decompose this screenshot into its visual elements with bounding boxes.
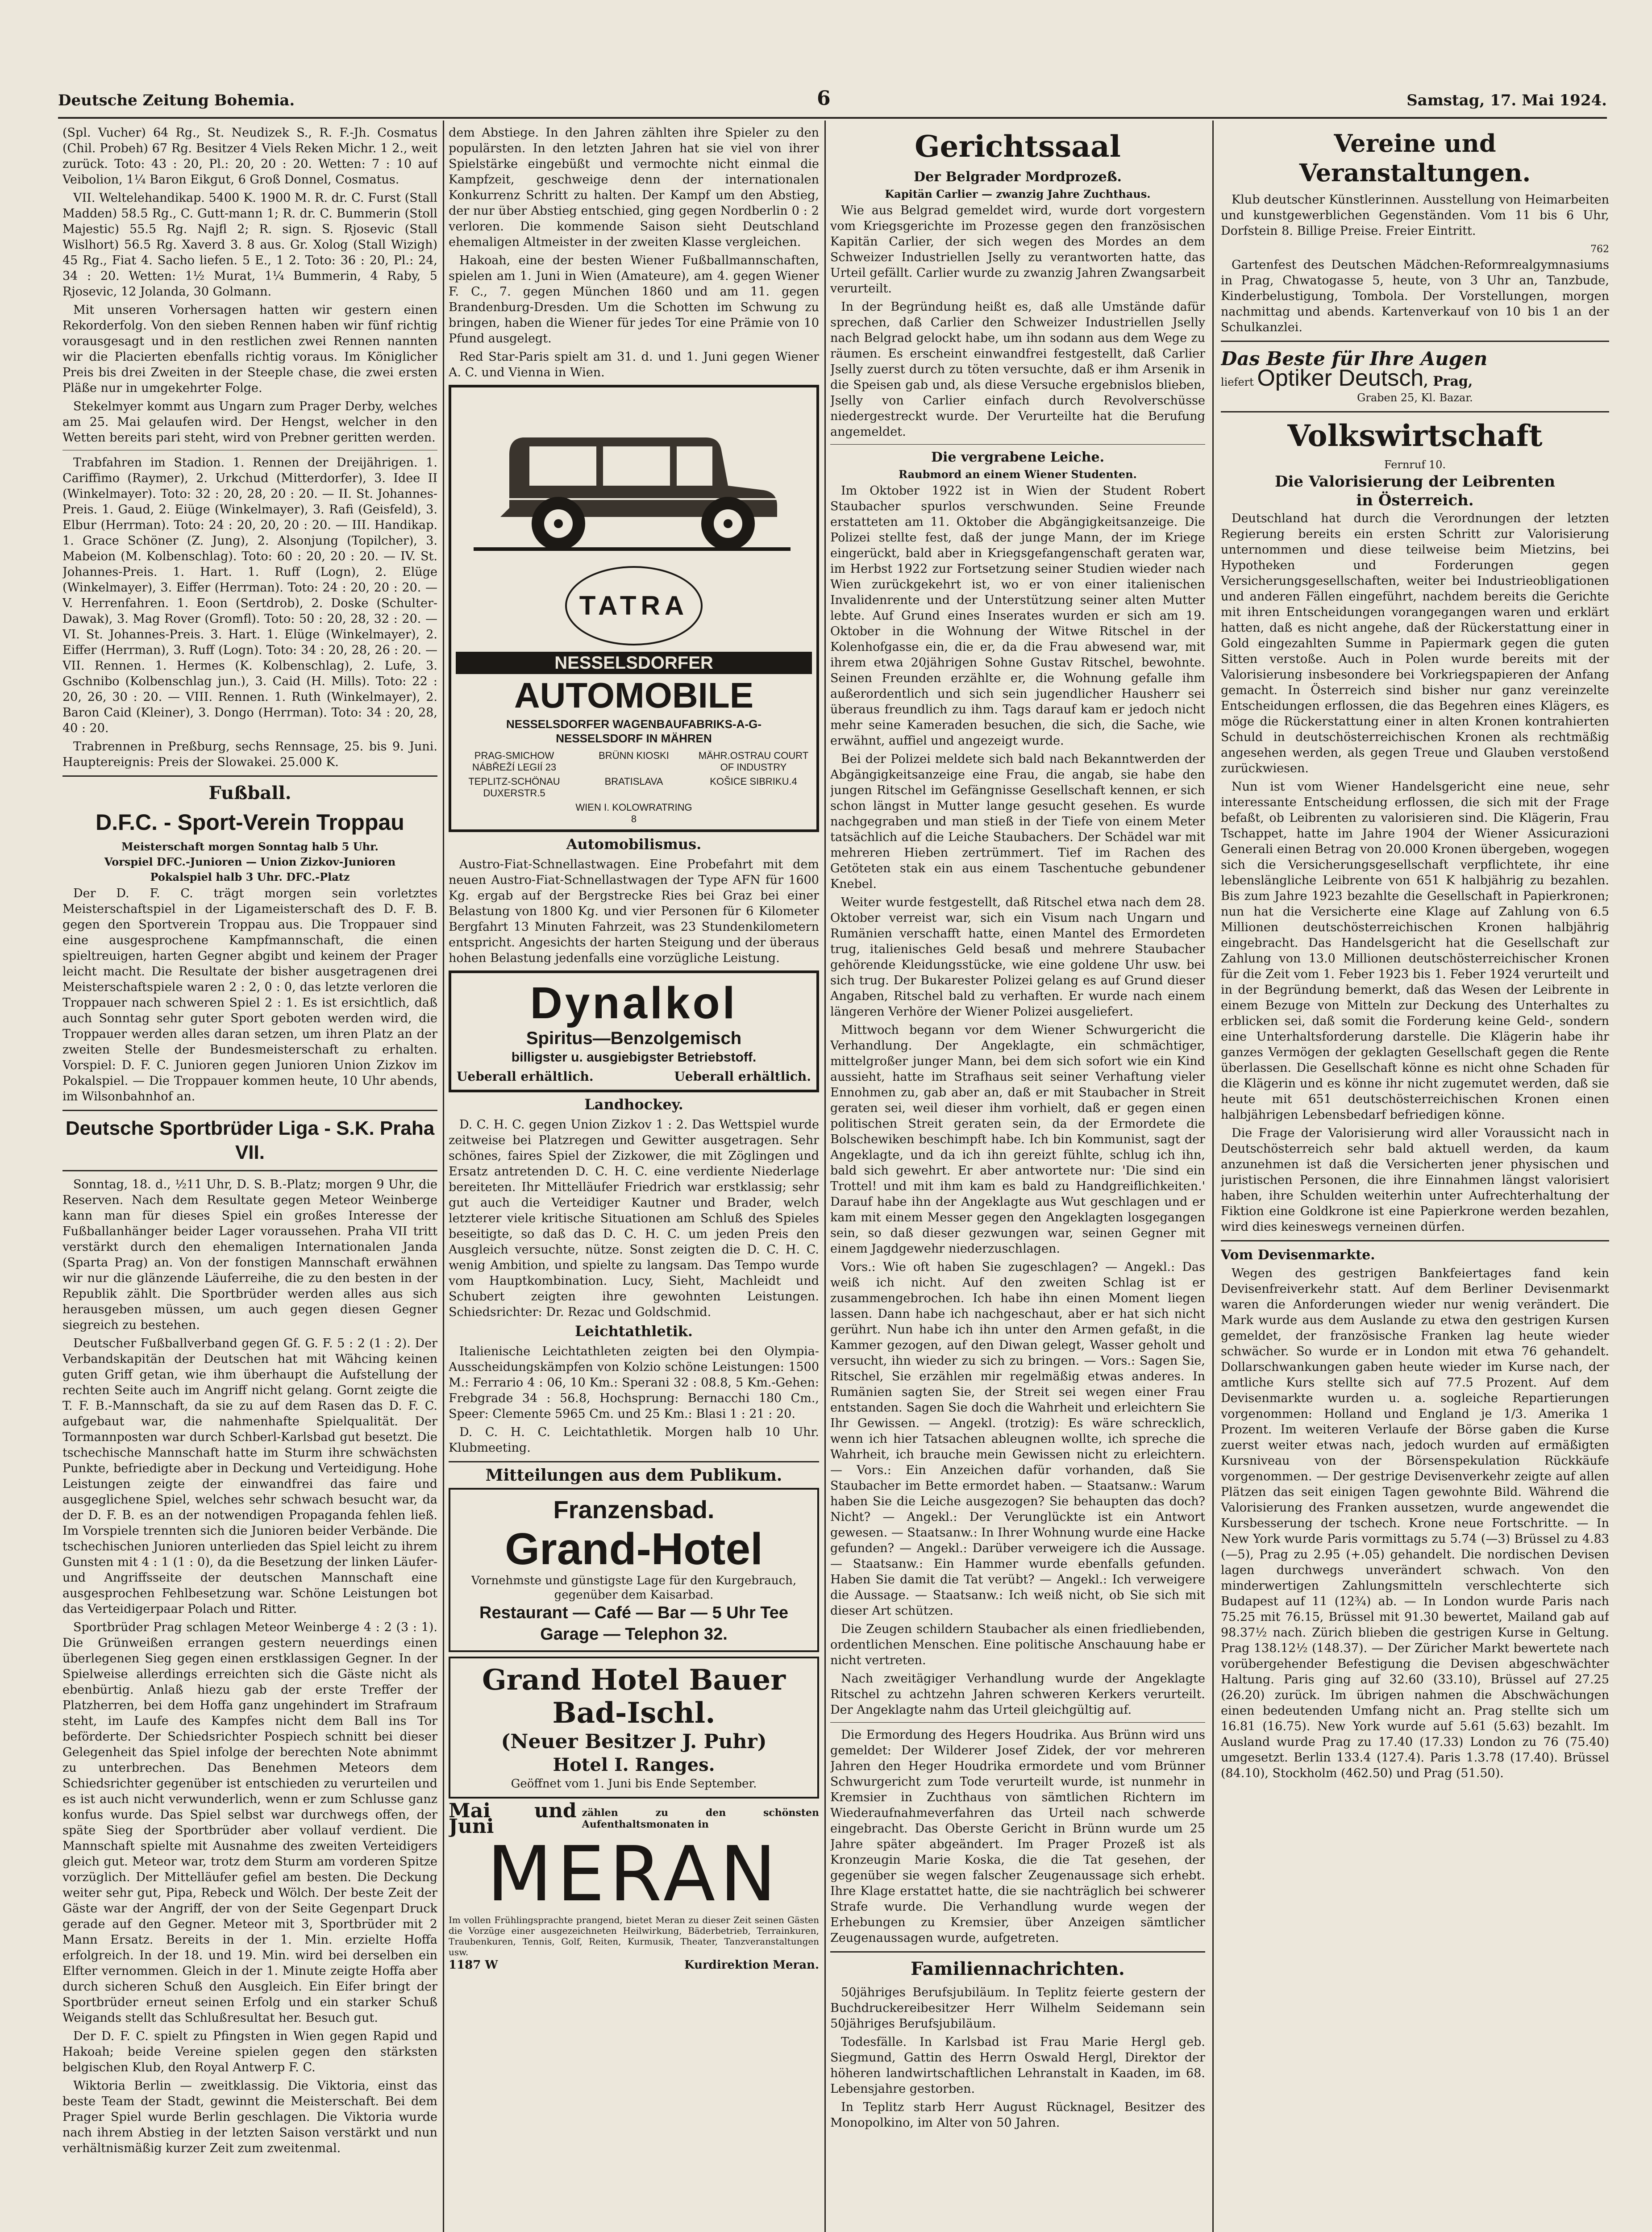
section-title-family: Familiennachrichten.	[911, 1958, 1125, 1979]
tatra-company: NESSELSDORF IN MÄHREN	[556, 732, 712, 745]
tatra-location: BRATISLAVA	[604, 776, 663, 787]
race-results-text: (Spl. Vucher) 64 Rg., St. Neudizek S., R. F.-Jh. Cosmatus (Chil. Probeh) 67 Rg. Besitzer 4 Viels Reken Michr. 1 2., weit zurück. Toto: 43 : 20, Pl.: 20, 20 : 20. Wetten: 7 : 10 auf Veibolion, 1¼ Baron Eikgut, 6 Groß Donnel, Cosmatus.	[62, 126, 437, 187]
hotel-description: Vornehmste und günstigste Lage für den Kurgebrauch, gegenüber dem Kaisarbad.	[471, 1574, 797, 1602]
divider	[830, 1722, 1205, 1723]
bauer-title: Grand Hotel Bauer	[482, 1663, 786, 1697]
dynalkol-availability: Ueberall erhältlich.	[457, 1069, 594, 1084]
article-paragraph: D. C. H. C. gegen Union Zizkov 1 : 2. Das Wettspiel wurde zeitweise bei Platzregen und Gewitter ausgetragen. Sehr schönes, faires Spiel der Zizkower, die mit Zöglingen und Ersatz antretenden D. C. H. C. eine verdiente Niederlage bereiteten. Ihr Mittelläufer Friedrich war erstklassig; sehr gut auch die Verteidiger Kautner und Brader, welch letzterer viele kritische Situationen am Schluß des Spieles beseitigte, so daß das D. C. H. C. um jeden Preis den Ausgleich versuchte, nütze. Sonst zeigten die D. C. H. C. wenig Ambition, und spielte zu langsam. Das Tempo wurde vom Hauptkombination. Lucy, Sieht, Machleidt und Schubert zeigten ihre gewohnten Leistungen. Schiedsrichter: Dr. Rezac und Goldschmid.	[449, 1118, 819, 1319]
ad-subtitle: Pokalspiel halb 3 Uhr. DFC.-Platz	[150, 870, 350, 883]
tatra-locations	[456, 750, 812, 825]
article-paragraph: D. C. H. C. Leichtathletik. Morgen halb 10 Uhr. Klubmeeting.	[449, 1425, 819, 1455]
article-paragraph: Deutschland hat durch die Verordnungen der letzten Regierung bereits ein ersten Schritt zur Valorisierung unternommen und diese teilweise beim Mietzins, bei Hypotheken und Forderungen gegen Versicherungsgesellschaften, weiter bei Industrieobligationen und anderen Fällen eingeführt, nachdem bereits die Gerichte mit ihren Entscheidungen vorangegangen waren und erklärt hatten, daß es nicht angehe, daß der Rückerstattung einer in Gold eingezahlten Summe in Papiermark gegen die guten Sitten verstoße. Auch in Polen wurde bereits mit der Valorisierung insbesondere bei Vorkriegspapieren der Anfang gemacht. In Österreich sind bisher nur ganz vereinzelte Entscheidungen erflossen, die das Begehren eines Klägers, es möge die Rückerstattung einer in alten Kronen kontrahierten Schuld in deutschösterreichischen Kronen als rechtmäßig angesehen werden, als gegen Treue und Glauben verstoßend zurückwiesen.	[1221, 512, 1609, 775]
article-paragraph: Mit unseren Vorhersagen hatten wir gestern einen Rekorderfolg. Von den sieben Rennen haben wir fünf richtig vorausgesagt und in den restlichen zwei Rennen nannten wir die Placierten ebenfalls richtig voraus. Im Königlicher Preis bis drei Zweiten in der Steeple chase, die zwei ersten Pläße nur in umgekehrter Folge.	[62, 303, 437, 395]
race-results-text: VII. Weltelehandikap. 5400 K. 1900 M. R. dr. C. Furst (Stall Madden) 58.5 Rg., C. Gutt-mann 1; R. dr. C. Bummerin (Stoll Majestic) 55.5 Rg. Najfl 2; R. sign. S. Rjosevic (Stall Wislhort) 56.5 Rg. Xaverd 3. 8 aus. Gr. Xolog (Stall Wizigh) 45 Rg., Fiat 4. Sacho liefen. 5 E., 1 2. Toto: 36 : 20, Pl.: 24, 34 : 20. Wetten: 1½ Murat, 1¼ Bummerin, 4 Raby, 5 Rjosevic, 12 Jolanda, 30 Golmann.	[62, 191, 437, 299]
optiker-name: Optiker Deutsch	[1257, 365, 1424, 391]
header-newspaper-name: Deutsche Zeitung Bohemia.	[58, 92, 295, 109]
advertisement-tatra	[449, 385, 819, 832]
hotel-phone: Garage — Telephon 32.	[540, 1625, 728, 1644]
tatra-location: BRÜNN KIOSKI	[599, 750, 669, 761]
column-divider	[824, 121, 826, 2232]
dynalkol-name: Dynalkol	[530, 978, 738, 1028]
article-paragraph: Stekelmyer kommt aus Ungarn zum Prager Derby, welches am 25. Mai gelaufen wird. Der Hengst, welcher in den Wetten bereits pari steht, wird von Prebner geritten werden.	[62, 400, 437, 445]
article-paragraph: Red Star-Paris spielt am 31. d. und 1. Juni gegen Wiener A. C. und Vienna in Wien.	[449, 350, 819, 379]
tatra-location: KOŠICE SIBRIKU.4	[710, 776, 797, 787]
tatra-badge: TATRA	[565, 566, 703, 645]
ad-subtitle: Vorspiel DFC.-Junioren — Union Zizkov-Junioren	[104, 855, 396, 868]
divider	[830, 1951, 1205, 1953]
hotel-city: Franzensbad.	[553, 1495, 715, 1524]
article-paragraph: Wegen des gestrigen Bankfeiertages fand kein Devisenfreiverkehr statt. Auf dem Berliner Devisenmarkt waren die Anforderungen wieder nur wenig verändert. Die Mark wurde aus dem Auslande zu etwa den gestrigen Kursen gemeldet, der französische Franken lag heute wieder schwächer. So wurde er in London mit etwa 76 gehandelt. Dollarschwankungen gaben heute wieder im Kurse nach, der amtliche Kurs stellte sich auf 77.5 Prozent. Auf dem Devisenmarkte wurden u. a. sogleiche Repartierungen vorgenommen: Holland und England je 1/3. Amerika 1 Prozent. Im weiteren Verlaufe der Börse gaben die Kurse zuerst weiter etwas nach, jedoch wurden auf ermäßigten Kursniveau von der Börsenspekulation Rückkäufe vorgenommen. — Der gestrige Devisenverkehr zeigte auf allen Plätzen das seit einigen Tagen gewohnte Bild. Während die Valorisierung des Franken aussetzen, wurde angewendet die Kursbesserung der tschech. Krone neue Fortschritte. — In New York wurde Paris vormittags zu 5.74 (—3) Brüssel zu 4.83 (—5), Prag zu 2.95 (+.05) gehandelt. Die nordischen Devisen lagen durchwegs unverändert schwach. Von den minderwertigen Zahlungsmitteln verschlechterte sich Budapest auf 11 (12¾) ab. — In London wurde Paris nach 75.25 mit 76.15, Brüssel mit 91.30 bewertet, Mailand gab auf 98.37½ nach. Zürich blieben die gestrigen Kurse in Geltung. Prag 138.12½ (148.37). — Der Züricher Markt bewertete nach vorübergehender Befestigung die Devisen abgeschwächter Haltung. Paris ging auf 32.60 (33.10), Brüssel auf 27.25 (26.20) zurück. Im übrigen nahmen die Abschwächungen einen bedeutenden Umfang nicht an. Prag stellte sich um 16.81 (16.75). New York wurde auf 5.61 (5.63) bezahlt. Im Ausland wurde Prag zu 17.40 (17.33) London zu 76 (75.40) umgesetzt. Berlin 133.4 (127.4). Paris 1.3.78 (17.40). Brüssel (84.10), Stockholm (462.50) und Prag (51.50).	[1221, 1266, 1609, 1780]
optiker-slogan: Das Beste für Ihre Augen	[1221, 348, 1488, 370]
article-paragraph: In der Begründung heißt es, daß alle Umstände dafür sprechen, daß Carlier den Schweizer Industriellen Jselly nach Belgrad gelockt habe, um ihn sodann aus dem Wege zu räumen. Es erscheint einwandfrei festgestellt, daß Carlier Jselly zuerst durch zu töten versuchte, daß er ihm Arsenik in die Speisen gab und, als diese Versuche ergebnislos blieben, Jselly von Carlier einfach durch Revolverschüsse niedergestreckt wurde. Der Verurteilte hat die Berufung angemeldet.	[830, 300, 1205, 439]
optiker-address: Graben 25, Kl. Bazar.	[1357, 391, 1473, 404]
economy-phone: Fernruf 10.	[1384, 458, 1446, 471]
article-paragraph: 50jähriges Berufsjubiläum. In Teplitz feierte gestern der Buchdruckereibesitzer Herr Wilhelm Seidemann sein 50jähriges Berufsjubiläum.	[830, 1986, 1205, 2031]
optiker-city: , Prag,	[1423, 374, 1473, 389]
column-divider	[1212, 121, 1214, 2232]
divider	[449, 1461, 819, 1462]
article-paragraph: Gartenfest des Deutschen Mädchen-Reformrealgymnasiums in Prag, Chwatogasse 5, heute, von 3 Uhr an, Tanzbude, Kinderbelustigung, Tombola. Der Vorstellungen, morgen nachmittag und abends. Kartenverkauf von 10 bis 1 an der Schulkanzlei.	[1221, 258, 1609, 334]
article-paragraph: Der D. F. C. trägt morgen sein vorletztes Meisterschaftspiel in der Ligameisterschaft des D. F. B. gegen den Sportverein Troppau aus. Die Troppauer sind eine ausgesprochene Kampfmannschaft, die einen spieltreuigen, harten Gegner abgibt und keinem der Prager leicht macht. Die Resultate der bisher ausgetragenen drei Meisterschaftspiele waren 2 : 2, 0 : 0, das letzte verloren die Troppauer nach schweren Spiel 2 : 1. Es ist ersichtlich, daß auch Sonntag sehr guter Sport geboten werden wird, die Troppauer werden alles daran setzen, um ihren Platz an der zweiten Stelle der Bundesmeisterschaft zu erhalten. Vorspiel: D. F. C. Junioren gegen Junioren Union Zizkov im Pokalspiel. — Die Troppauer kommen heute, 10 Uhr abends, im Wilsonbahnhof an.	[62, 887, 437, 1104]
article-paragraph: Wiktoria Berlin — zweitklassig. Die Viktoria, einst das beste Team der Stadt, gewinnt die Meisterschaft. Bei dem Prager Spiel wurde Berlin geschlagen. Die Viktoria wurde nach ihrem Abstieg in der letzten Saison verstärkt und nun verhältnismäßig kurzer Zeit zum zweitenmal.	[62, 2079, 437, 2155]
column-court	[830, 125, 1205, 2232]
hotel-name: Grand-Hotel	[505, 1524, 763, 1574]
article-paragraph: In Teplitz starb Herr August Rücknagel, Besitzer des Monopolkino, im Alter von 50 Jahren.	[830, 2100, 1205, 2130]
header-page-number: 6	[817, 87, 831, 110]
article-paragraph: Sportbrüder Prag schlagen Meteor Weinberge 4 : 2 (3 : 1). Die Grünweißen errangen gestern neuerdings einen überlegenen Sieg gegen einen erstklassigen Gegner. In der Spielweise allerdings erreichten sich die Gäste nicht als ebenbürtig. Anlaß hiezu gab der erste Treffer der Platzherren, bei dem Hoffa ganz ungehindert im Strafraum steht, im Laufe des Kampfes nicht dem Ball ins Tor beförderte. Der Schiedsrichter Pospiech schnitt bei dieser Gelegenheit das Spiel infolge der berechten Note abnimmt zu unterbrechen. Das Benehmen Meteors dem Schiedsrichter gegenüber ist entschieden zu verurteilen und es ist auch nicht verwunderlich, wenn er zum Schlusse ganz konfus wurde. Das Spiel selbst war durchwegs offen, der späte Sieg der Sportbrüder aber vollauf verdient. Die Mannschaft spielte mit Ausnahme des zweiten Verteidigers gleich gut. Meteor war, trotz dem Sturm am vorderen Spitze vorzüglich. Der Mittelläufer gefiel am besten. Die Deckung weiter sehr gut, Pipa, Rebeck und Wölch. Der beste Zeit der Gäste war der Angriff, der von der Seite Gegenpart Druck gerade auf den Gegner. Meteor mit 3, Sportbrüder mit 2 Mann Ersatz. Bereits in der 1. Min. erzielte Hoffa erfolgreich. In der 18. und 19. Min. wird bei derselben ein Elfter vernommen. Gleich in der 1. Minute zeigte Hoffa aber durch sicheren Schuß den Ausgleich. Ein Eifer bringt der Sportbrüder erneut seinen Erfolg und ein starker Schuß Weigands stellt das Schlußresultat her. Besuch gut.	[62, 1620, 437, 2025]
tatra-location: WIEN I. KOLOWRATRING 8	[575, 802, 692, 825]
article-paragraph: Die Frage der Valorisierung wird aller Voraussicht nach in Deutschösterreich sehr bald aktuell werden, da kaum anzunehmen ist daß die Versicherten jener physischen und juristischen Personen, die ihre Einnahmen längst valorisiert haben, ihre Schulden weiterhin unter Aufrechterhaltung der Fiktion eine Goldkrone ist eine Papierkrone werden bezahlen, wird dies keineswegs verneinen dürfen.	[1221, 1126, 1609, 1234]
tatra-company: NESSELSDORFER WAGENBAUFABRIKS-A-G-	[506, 717, 762, 731]
article-paragraph: Im Oktober 1922 ist in Wien der Student Robert Staubacher spurlos verschwunden. Seine Freunde erstatteten am 11. Oktober die Abgängigkeitsanzeige. Die Polizei stellte fest, daß der junge Mann, der im Kriege eingerückt, bald aber in Kriegsgefangenschaft geraten war, im Herbst 1922 zur Fortsetzung seiner Studien wieder nach Wien zurückgekehrt ist, wo er von einer italienischen Invalidenrente und der Unterstützung seiner alten Mutter lebte. Auf Grund eines Inserates wurden er sich am 19. Oktober in die Wohnung der Witwe Ritschel in der Kolenhofgasse ein, die er, da die Frau abwesend war, mit ihrem etwa 20jährigen Sohne Gustav Ritschel, bewohnte. Seinen Freunden erzählte er, die Wohnung gefalle ihm außerordentlich und sich sein jugendlicher Hausherr sei überaus freundlich zu ihm. Tags darauf kam er jedoch nicht mehr seine Kameraden besuchen, die sich, die Sache, wie erwähnt, auffiel und angezeigt wurde.	[830, 484, 1205, 748]
section-title-automobilism: Automobilismus.	[566, 836, 702, 853]
tatra-location: PRAG-SMICHOW NÁBŘEŽÍ LEGIÍ 23	[472, 750, 557, 773]
article-paragraph: Hakoah, eine der besten Wiener Fußballmannschaften, spielen am 1. Juni in Wien (Amateure), am 4. gegen Wiener F. C., 7. gegen München 1860 und am 11. gegen Brandenburg-Dresden. Um die Schotten im Schwung zu bringen, haben die Wiener für jedes Tor eine Prämie von 10 Pfund ausgelegt.	[449, 254, 819, 346]
bauer-owner: (Neuer Besitzer J. Puhr)	[501, 1730, 767, 1753]
article-paragraph: Italienische Leichtathleten zeigten bei den Olympia-Ausscheidungskämpfen von Kolzio schöne Leistungen: 1500 M.: Ferrario 4 : 06, 10 Km.: Sperani 32 : 08.8, 5 Km.-Gehen: Frebgrade 34 : 56.8, Hochsprung: Bernacchi 180 Cm., Speer: Clemente 5965 Cm. und 25 Km.: Blasi 1 : 21 : 20.	[449, 1345, 819, 1421]
divider	[1221, 341, 1609, 342]
ad-code: 1187 W	[449, 1958, 498, 1972]
header-rule	[58, 117, 1607, 119]
car-illustration	[456, 396, 812, 562]
page-header	[58, 87, 1607, 114]
meran-issuer: Kurdirektion Meran.	[684, 1958, 819, 1972]
article-headline: Die vergrabene Leiche.	[931, 450, 1105, 465]
section-title-public: Mitteilungen aus dem Publikum.	[485, 1466, 782, 1485]
article-paragraph: Sonntag, 18. d., ½11 Uhr, D. S. B.-Platz; morgen 9 Uhr, die Reserven. Nach dem Resultate gegen Meteor Weinberge kann man für dieses Spiel ein großes Interesse der Fußballanhänger beider Lager voraussehen. Praha VII tritt verstärkt durch den ehemaligen Internationalen Janda (Sparta Prag) an. Von der fonstigen Mannschaft erwähnen wir nur die glänzende Läuferreihe, die zu den besten in der Republik zählt. Die Sportbrüder werden alles aus sich herausgeben müssen, um auch gegen diesen Gegner siegreich zu bestehen.	[62, 1178, 437, 1332]
article-headline: Die Valorisierung der Leibrenten	[1275, 473, 1555, 491]
header-date: Samstag, 17. Mai 1924.	[1406, 92, 1607, 109]
trotting-results: Trabfahren im Stadion. 1. Rennen der Dreijährigen. 1. Cariffimo (Raymer), 2. Urkchud (Mitterdorfer), 3. Idee II (Winkelmayer). Toto: 32 : 20, 28, 20 : 20. — II. St. Johannes-Preis. 1. Gaud, 2. Eiüge (Winkelmayer), 3. Rafi (Geisfeld), 3. Elbur (Herrman). Toto: 24 : 20, 20, 20 : 20. — III. Handikap. 1. Grace Schöner (Z. Jung), 2. Alsonjung (Topilcher), 3. Mabeion (M. Kolbenschlag). Toto: 60 : 20, 20 : 20. — IV. St. Johannes-Preis. 1. Hart. 1. Ruff (Logn), 2. Elüge (Winkelmayer), 3. Eiffer (Herrman). Toto: 24 : 20, 20 : 20. — V. Herrenfahren. 1. Eoon (Sertdrob), 2. Doske (Schulter-Dawak), 3. Mag Rover (Gromfl). Toto: 50 : 20, 28, 32 : 20. — VI. St. Johannes-Preis. 3. Hart. 1. Elüge (Winkelmayer), 2. Eiffer (Herrman), 3. Ruff (Logn). Toto: 34 : 20, 28, 26 : 20. — VII. Rennen. 1. Hermes (K. Kolbenschlag), 2. Lufe, 3. Gschnibo (Kolbenschlag jun.), 3. Caid (H. Mills). Toto: 22 : 20, 26, 30 : 20. — VIII. Rennen. 1. Ruth (Winkelmayer), 2. Baron Caid (Kleiner), 3. Dongo (Herrman). Toto: 34 : 20, 28, 40 : 20.	[62, 456, 437, 735]
meran-title: MERAN	[487, 1830, 781, 1919]
tatra-title: AUTOMOBILE	[514, 675, 754, 715]
ad-title-sportbrueder: Deutsche Sportbrüder Liga - S.K. Praha VII.	[65, 1117, 435, 1163]
meran-description: Im vollen Frühlingsprachte prangend, bietet Meran zu dieser Zeit seinen Gästen die Vorzüge einer ausgezeichneten Heilwirkung, Bäderbetrieb, Terrainkuren, Traubenkuren, Tennis, Golf, Reiten, Kurmusik, Theater, Tanzveranstaltungen usw.	[449, 1915, 819, 1957]
article-headline: in Österreich.	[1356, 491, 1474, 509]
meran-tagline: zählen zu den schönsten Aufenthaltsmonaten in	[582, 1807, 819, 1830]
section-title-athletics: Leichtathletik.	[574, 1323, 693, 1340]
divider	[62, 1170, 437, 1171]
article-paragraph: Bei der Polizei meldete sich bald nach Bekanntwerden der Abgängigkeitsanzeige eine Frau, die angab, sie habe den jungen Ritschel im Gefängnisse Gesellschaft kennen, er sich schon längst in Mutter lange gesucht gesehen. Es wurde nachgegraben und man stieß in der Tiefe von einem Meter tatsächlich auf die Leiche Staubachers. Der Schädel war mit mehreren Hieben zertrümmert. Tief im Rachen des Getöteten stak ein aus einem Taschentuche gebundener Knebel.	[830, 752, 1205, 891]
meran-header	[449, 1799, 819, 1838]
advertisement-hotel-bauer	[449, 1657, 819, 1799]
divider	[62, 1110, 437, 1111]
section-title-football: Fußball.	[208, 783, 291, 804]
article-paragraph: Trabrennen in Preßburg, sechs Rennsage, 25. bis 9. Juni. Hauptereignis: Preis der Slowakei. 25.000 K.	[62, 740, 437, 769]
article-paragraph: dem Abstiege. In den Jahren zählten ihre Spieler zu den populärsten. In den letzten Jahren hat sie viel von ihrer Spielstärke eingebüßt und vermochte nicht einmal die Kampfzeit, geschweige denn der internationalen Konkurrenz Schritt zu halten. Der Kampf um den Abstieg, der nur über Abstieg entschied, ging gegen Nordberlin 0 : 2 verloren. Die kommende Saison sieht Deutschland ehemaligen Altmeister in der zweiten Klasse vergleichen.	[449, 126, 819, 249]
section-title-clubs: Vereine und Veranstaltungen.	[1299, 129, 1531, 187]
article-paragraph: Nun ist vom Wiener Handelsgericht eine neue, sehr interessante Entscheidung erflossen, die sich mit der Frage befaßt, ob Leibrenten zu valorisieren sind. Die Klägerin, Frau Tschappet, hatte im Jahre 1904 der Wiener Assicurazioni Generali einen Betrag von 20.000 Kronen übergeben, wogegen sich die Versicherungsgesellschaft verpflichtete, ihr eine lebenslängliche Leibrente von 651 K halbjährig zu bezahlen. Bis zum Jahre 1923 bezahlte die Gesellschaft in Papierkronen; nun hat die Versicherte eine Klage auf Zahlung von 6.5 Millionen deutschösterreichischen Kronen halbjährig eingebracht. Das Handelsgericht hat die Gesellschaft zur Zahlung von 13.0 Millionen deutschösterreichischer Kronen für die Zeit vom 1. Feber 1923 bis 1. Feber 1924 verurteilt und in der Begründung bemerkt, daß das Wesen der Leibrente in einem Bezuge von Mitteln zur Deckung des Unterhaltes zu erblicken sei, daß somit die Forderung keine Geld-, sondern eine Unterhaltsforderung darstelle. Die Klägerin habe ihr ganzes Vermögen der geklagten Gesellschaft gegen die Rente überlassen. Die Gesellschaft könne es nicht ohne Schaden für die Klägerin und es könne ihr nicht zugemutet werden, daß sie heute mit 651 deutschösterreichischen Kronen einen halbjährigen Lebensbedarf befriedigen könne.	[1221, 780, 1609, 1122]
bauer-rank: Hotel I. Ranges.	[553, 1754, 715, 1775]
divider	[830, 444, 1205, 445]
column-sports	[62, 125, 437, 2232]
article-paragraph: Nach zweitägiger Verhandlung wurde der Angeklagte Ritschel zu achtzehn Jahren schweren Kerkers verurteilt. Der Angeklagte nahm das Urteil gleichgültig auf.	[830, 1672, 1205, 1717]
article-paragraph: Deutscher Fußballverband gegen Gf. G. F. 5 : 2 (1 : 2). Der Verbandskapitän der Deutschen hat mit Wähcing keinen guten Griff getan, wie ihm überhaupt die Aufstellung der rechten Seite auch im Angriff nicht gelang. Gornt zeigte die T. F. B.-Mannschaft, da sie zu auf dem Rasen das D. F. C. aufgebaut war, die nahmenhafte Spielqualität. Der Tormannposten war durch Schberl-Karlsbad gut besetzt. Die tschechische Mannschaft hatte im Sturm ihre schwächsten Punkte, befriedigte aber in Deckung und Verteidigung. Hohe Leistungen zeigte der einwandfrei das faire und ausgeglichene Spiel, welches sehr schwach besucht war, da der D. F. B. es an der notwendigen Propaganda fehlen ließ. Im Vorspiele trennten sich die Junioren beider Verbände. Die tschechischen Junioren unterlieden das Spiel leicht zu ihrem Gunsten mit 4 : 1 (1 : 0), da die Besetzung der linken Läufer- und Angriffsseite der deutschen Mannschaft eine ausgesprochen Fehlbesetzung war. Schöne Leistungen bot das Verteidigerpaar Polach und Ritter.	[62, 1337, 437, 1616]
dynalkol-availability: Ueberall erhältlich.	[674, 1069, 811, 1084]
article-paragraph: Wie aus Belgrad gemeldet wird, wurde dort vorgestern vom Kriegsgerichte im Prozesse gegen den französischen Kapitän Carlier, der sich wegen des Mordes an dem Schweizer Industriellen Jselly zu verantworten hatte, das Urteil gefällt. Carlier wurde zu zwanzig Jahren Zwangsarbeit verurteilt.	[830, 204, 1205, 296]
article-paragraph: Klub deutscher Künstlerinnen. Ausstellung von Heimarbeiten und kunstgewerblichen Gegenständen. Vom 11 bis 6 Uhr, Dorfstein 8. Billige Preise. Freier Eintritt.	[1221, 193, 1609, 238]
article-subheadline: Raubmord an einem Wiener Studenten.	[899, 468, 1137, 481]
section-title-court: Gerichtssaal	[915, 129, 1121, 164]
meran-months: Mai und Juni	[449, 1799, 577, 1838]
hotel-amenities: Restaurant — Café — Bar — 5 Uhr Tee	[479, 1603, 788, 1622]
article-paragraph: Austro-Fiat-Schnellastwagen. Eine Probefahrt mit dem neuen Austro-Fiat-Schnellastwagen der Type AFN für 1600 Kg. ergab auf der Bergstrecke Ries bei Graz bei einer Belastung von 1800 Kg. und vier Personen für 6 Kilometer Bergfahrt 13 Minuten Fahrzeit, was 23 Stundenkilometern entspricht. Angesichts der harten Steigung und der überaus hohen Belastung jedenfalls eine vorzügliche Leistung.	[449, 858, 819, 965]
ad-code: 762	[1590, 244, 1609, 255]
divider	[1221, 1240, 1609, 1241]
column-divider	[443, 121, 444, 2232]
tatra-brand: NESSELSDORFER	[456, 652, 812, 674]
advertisement-grand-hotel	[449, 1488, 819, 1652]
section-title-economy: Volkswirtschaft	[1287, 418, 1543, 453]
meran-footer	[449, 1957, 819, 1973]
article-headline: Der Belgrader Mordprozeß.	[914, 169, 1122, 185]
article-paragraph: Vors.: Wie oft haben Sie zugeschlagen? — Angekl.: Das weiß ich nicht. Auf den zweiten Schlag ist er zusammengebrochen. Ich habe ihn einen Moment liegen lassen. Dann habe ich nachgeschaut, aber er hat sich nicht gerührt. Nun habe ich ihn unter den Armen gefaßt, in die Kammer gezogen, auf den Diwan gelegt, Wasser geholt und versucht, ihn wieder zu sich zu bringen. — Vors.: Sagen Sie, Ritschel, Sie erzählen mir regelmäßig etwas anderes. In Rumänien sagten Sie, der Streit sei wegen einer Frau entstanden. Sagen Sie doch die Wahrheit und erleichtern Sie Ihr Gewissen. — Angekl. (trotzig): Es wäre schrecklich, wenn ich hier Tatsachen ableugnen wollte, ich spreche die Wahrheit, ich brauche mein Gewissen nicht zu erleichtern. — Vors.: Ein Anzeichen dafür vorhanden, daß Sie Staubacher im Bette ermordet haben. — Staatsanw.: Warum haben Sie die Leiche ausgezogen? Sie behaupten das doch? Nicht? — Angekl.: Der Verunglückte ist ein Antwort gewesen. — Staatsanw.: In Ihrer Wohnung wurde eine Hacke gefunden? — Angekl.: Darüber verweigere ich die Aussage. — Staatsanw.: Ein Hammer wurde ebenfalls gefunden. Haben Sie damit die Tat verübt? — Angekl.: Ich verweigere die Aussage. — Staatsanw.: Ich weiß nicht, ob Sie sich mit dieser Art schützen.	[830, 1260, 1205, 1618]
article-paragraph: Die Zeugen schildern Staubacher als einen friedliebenden, ordentlichen Menschen. Eine politische Anschauung habe er nicht vertreten.	[830, 1622, 1205, 1667]
section-title-hockey: Landhockey.	[584, 1096, 683, 1113]
tatra-location: MÄHR.OSTRAU COURT OF INDUSTRY	[698, 750, 809, 773]
article-paragraph: Todesfälle. In Karlsbad ist Frau Marie Hergl geb. Siegmund, Gattin des Herrn Oswald Hergl, Direktor der höheren landwirtschaftlichen Lehranstalt in Kaaden, im 68. Lebensjahre gestorben.	[830, 2035, 1205, 2096]
optiker-label: liefert	[1221, 376, 1254, 388]
advertisement-dynalkol	[449, 970, 819, 1092]
column-sports-ads	[449, 125, 819, 2232]
bauer-season: Geöffnet vom 1. Juni bis Ende September.	[511, 1777, 757, 1791]
article-paragraph: Mittwoch begann vor dem Wiener Schwurgericht die Verhandlung. Der Angeklagte, ein schmächtiger, mittelgroßer junger Mann, bei dem sich sofort wie ein Kind aussieht, hatte im Strafhaus seit seiner Verhaftung vieler Ennohmen zu, gab aber an, daß er mit Staubacher in Streit geraten sei, weil dieser ihm vorhielt, daß er gegen einen politischen Streit geraten sein, da der Ermordete die Bolschewiken beschimpft habe. Ich bin Kommunist, sagt der Angeklagte, und da ich ihn gereizt fühlte, schlug ich ihn, bald sich gewehrt. Er aber antwortete nur: 'Die sind ein Trottel! und mit ihm kam es bald zu Handgreiflichkeiten.' Darauf habe ihn der Angeklagte aus Wut geschlagen und er kam mit einem Messer gegen den Angeklagten losgegangen sein, so daß dieser gezwungen war, seinen Gegner mit einem Jagdgewehr niederzuschlagen.	[830, 1023, 1205, 1256]
article-headline: Vom Devisenmarkte.	[1221, 1247, 1375, 1263]
article-subheadline: Kapitän Carlier — zwanzig Jahre Zuchthaus.	[885, 187, 1151, 200]
bauer-city: Bad-Ischl.	[552, 1696, 716, 1730]
dynalkol-footer	[457, 1069, 811, 1084]
car-icon	[456, 396, 808, 562]
divider	[62, 775, 437, 777]
tatra-location: TEPLITZ-SCHÖNAU DUXERSTR.5	[468, 776, 560, 799]
column-clubs-economy	[1221, 125, 1609, 2232]
ad-title-dfc: D.F.C. - Sport-Verein Troppau	[96, 810, 404, 835]
divider	[1221, 411, 1609, 412]
dynalkol-line: billigster u. ausgiebigster Betriebstoff.	[511, 1050, 757, 1065]
article-paragraph: Weiter wurde festgestellt, daß Ritschel etwa nach dem 28. Oktober verreist war, sich ein Visum nach Ungarn und Rumänien verschafft hatte, einen Mantel des Ermordeten trug, italienisches Geld besaß und mehrere Staubacher gehörende Kleidungsstücke, wie eine goldene Uhr usw. bei sich trug. Der Bukarester Polizei gelang es auf Grund dieser Angaben, Ritschel bald zu verhaften. Er wurde nach einem längeren Verhöre der Wiener Polizei ausgeliefert.	[830, 895, 1205, 1019]
article-paragraph: Der D. F. C. spielt zu Pfingsten in Wien gegen Rapid und Hakoah; beide Vereine spielen gegen den stärksten belgischen Klub, den Royal Antwerp F. C.	[62, 2029, 437, 2074]
ad-subtitle: Meisterschaft morgen Sonntag halb 5 Uhr.	[121, 840, 379, 853]
optiker-line	[1221, 365, 1609, 391]
article-paragraph: Die Ermordung des Hegers Houdrika. Aus Brünn wird uns gemeldet: Der Wilderer Josef Zidek, der vor mehreren Jahren den Heger Houdrika ermordete und vom Brünner Schwurgericht zum Tode verurteilt wurde, ist nunmehr in Kremsier in Zuchthaus von sämtlichen Richtern im Wiederaufnahmeverfahren das Urteil nach schwerde eingebracht. Das Oberste Gericht in Brünn wurde um 25 Jahre später abgeändert. Im Prager Prozeß ist als Kronzeugin Marie Koska, die die Tat gesehen, der gegenüber sie wegen falscher Zeugenaussage sich erhebt. Ihre Klage erstattet hatte, die sie nachträglich bei schwerer Strafe wurde. Die Verhandlung wurde wegen der Erhebungen zu Kremsier, über Anzeigen sämtlicher Zeugenaussagen wurde, aufgetreten.	[830, 1728, 1205, 1945]
dynalkol-line: Spiritus—Benzolgemisch	[526, 1029, 742, 1048]
